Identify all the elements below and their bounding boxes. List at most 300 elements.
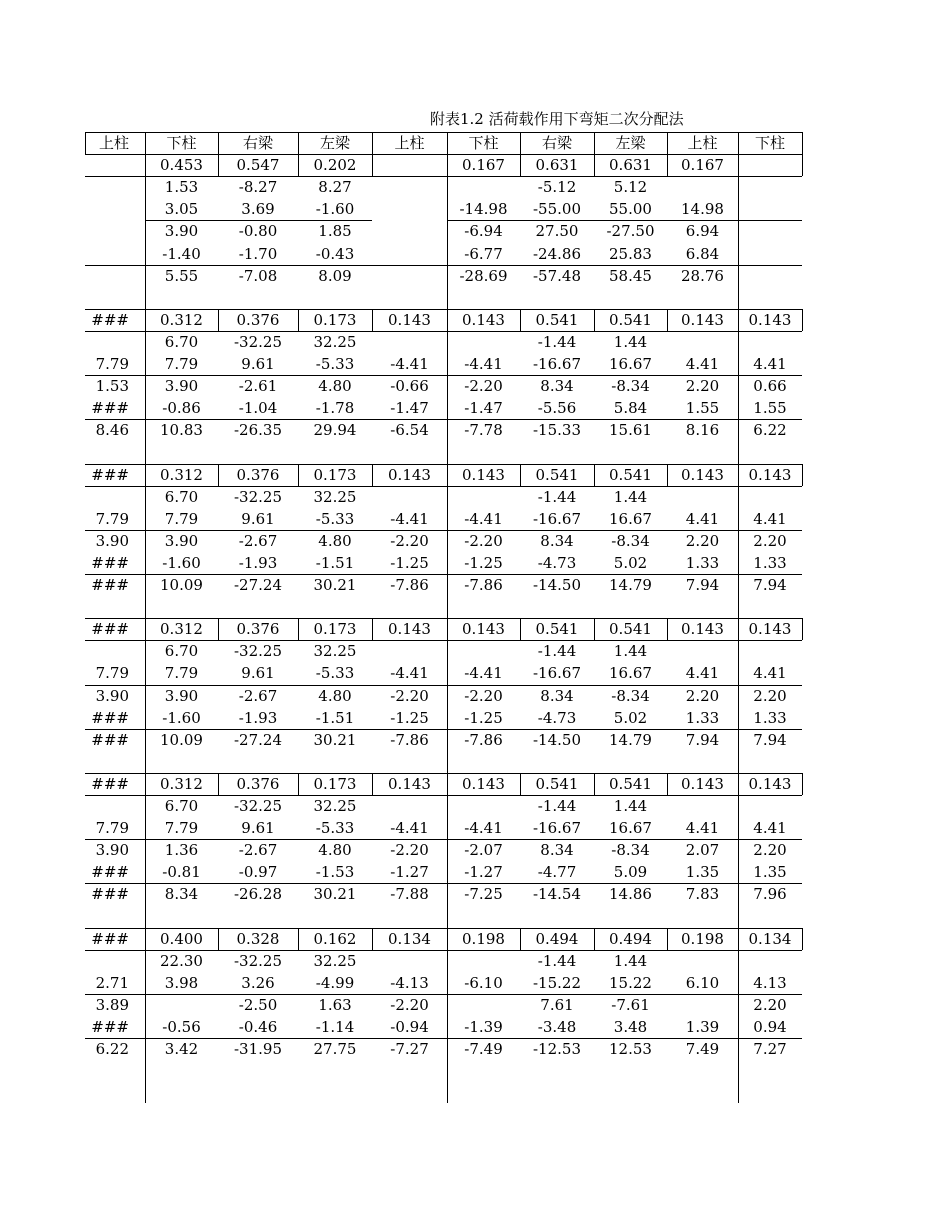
column-divider — [738, 132, 739, 1103]
table-cell: 2.20 — [753, 531, 787, 550]
cell-divider — [520, 309, 521, 331]
table-cell: -27.24 — [233, 730, 282, 749]
header-top-border — [85, 132, 802, 133]
cell-divider — [520, 928, 521, 950]
table-cell: 3.69 — [241, 200, 275, 219]
grid-line — [85, 375, 802, 376]
table-cell: 30.21 — [313, 730, 357, 749]
table-cell: -8.34 — [611, 531, 650, 550]
cell-divider — [520, 154, 521, 176]
cell-divider — [594, 928, 595, 950]
table-cell: 29.94 — [313, 421, 357, 440]
table-cell: -0.43 — [315, 244, 355, 263]
table-cell: 2.20 — [685, 531, 720, 550]
column-divider — [447, 132, 448, 1103]
cell-divider — [218, 618, 219, 640]
header-divider — [372, 132, 373, 154]
table-cell: -1.44 — [537, 797, 577, 815]
table-cell: 25.83 — [609, 244, 652, 263]
table-cell: 6.70 — [164, 487, 199, 506]
table-cell: 0.173 — [313, 310, 357, 329]
table-cell: 4.41 — [685, 355, 720, 373]
table-cell: -4.41 — [390, 664, 429, 683]
table-cell: ### — [91, 708, 129, 727]
table-cell: ### — [91, 399, 129, 418]
table-cell: 0.173 — [313, 465, 357, 484]
table-cell: -14.54 — [532, 885, 581, 904]
table-cell: 0.143 — [462, 310, 505, 329]
cell-divider — [667, 154, 668, 176]
cell-divider — [298, 618, 299, 640]
table-cell: -5.33 — [315, 664, 355, 683]
table-cell: 16.67 — [609, 664, 652, 683]
table-cell: 4.41 — [685, 509, 720, 528]
grid-line — [85, 729, 802, 730]
cell-divider — [520, 773, 521, 795]
table-cell: 7.79 — [95, 819, 129, 838]
table-cell: 30.21 — [313, 885, 357, 904]
table-cell: 5.02 — [613, 553, 648, 572]
table-cell: -14.98 — [459, 200, 508, 219]
table-cell: ### — [91, 576, 129, 594]
grid-line — [145, 220, 372, 221]
table-cell: 0.143 — [388, 465, 431, 484]
grid-line — [85, 795, 802, 796]
table-cell: 10.09 — [160, 730, 203, 749]
table-cell: -7.61 — [611, 995, 650, 1014]
column-header: 左梁 — [319, 134, 350, 152]
cell-divider — [594, 309, 595, 331]
table-cell: -7.49 — [464, 1040, 503, 1059]
table-cell: -55.00 — [532, 200, 581, 219]
table-cell: 0.143 — [388, 620, 431, 639]
cell-divider — [218, 309, 219, 331]
table-cell: 4.80 — [318, 531, 352, 550]
table-cell: -7.86 — [464, 576, 503, 594]
table-cell: 30.21 — [313, 576, 357, 594]
table-cell: 3.26 — [241, 973, 275, 992]
grid-line — [85, 928, 802, 929]
table-cell: -0.86 — [162, 399, 201, 418]
table-cell: 1.36 — [164, 841, 199, 860]
table-cell: 1.55 — [753, 399, 787, 418]
table-cell: -8.27 — [238, 178, 278, 197]
table-cell: 32.25 — [313, 487, 357, 506]
table-cell: 0.66 — [753, 377, 787, 396]
table-cell: -2.67 — [238, 531, 278, 550]
table-cell: 0.143 — [681, 620, 724, 639]
cell-divider — [594, 773, 595, 795]
table-cell: -14.50 — [532, 730, 581, 749]
table-cell: -2.20 — [390, 995, 429, 1014]
table-cell: 3.05 — [164, 200, 199, 219]
table-cell: -1.78 — [315, 399, 355, 418]
table-cell: -1.44 — [537, 642, 577, 661]
column-header: 上柱 — [98, 134, 129, 152]
table-cell: 0.143 — [681, 774, 724, 793]
table-cell: -2.20 — [390, 686, 429, 705]
table-cell: 1.44 — [613, 332, 648, 351]
table-cell: 9.61 — [241, 664, 275, 683]
table-cell: 7.27 — [753, 1040, 787, 1059]
table-cell: 1.55 — [685, 399, 720, 418]
cell-divider — [218, 154, 219, 176]
table-cell: -1.93 — [238, 708, 278, 727]
table-cell: 0.541 — [609, 774, 652, 793]
table-cell: -0.94 — [390, 1018, 429, 1036]
table-cell: -7.88 — [390, 885, 429, 904]
table-cell: ### — [91, 885, 129, 904]
table-cell: -8.34 — [611, 686, 650, 705]
table-cell: 8.34 — [540, 531, 574, 550]
table-cell: ### — [91, 310, 129, 329]
table-cell: 58.45 — [609, 266, 652, 285]
table-cell: 1.39 — [685, 1018, 720, 1036]
table-cell: ### — [91, 553, 129, 572]
table-cell: 3.90 — [164, 222, 199, 241]
table-cell: 3.42 — [164, 1040, 199, 1059]
table-cell: -27.50 — [606, 222, 655, 241]
table-cell: -2.20 — [464, 686, 503, 705]
table-cell: 0.143 — [681, 310, 724, 329]
table-cell: 3.90 — [95, 841, 129, 860]
table-cell: 4.41 — [753, 664, 787, 683]
table-cell: 0.328 — [236, 929, 280, 948]
table-cell: -4.41 — [464, 819, 503, 838]
table-cell: -0.97 — [238, 863, 278, 882]
cell-divider — [298, 309, 299, 331]
cell-divider — [802, 154, 803, 176]
cell-divider — [667, 309, 668, 331]
table-cell: -1.47 — [390, 399, 429, 418]
table-cell: 4.80 — [318, 841, 352, 860]
cell-divider — [667, 464, 668, 486]
table-cell: 1.53 — [95, 377, 129, 396]
cell-divider — [298, 928, 299, 950]
column-divider — [145, 132, 146, 1103]
grid-line — [85, 1038, 802, 1039]
table-cell: -7.86 — [464, 730, 503, 749]
table-cell: 0.143 — [388, 310, 431, 329]
table-cell: 6.94 — [685, 222, 720, 241]
table-cell: 0.134 — [388, 929, 431, 948]
table-cell: -1.04 — [238, 399, 278, 418]
table-cell: 0.312 — [160, 465, 203, 484]
column-header: 左梁 — [615, 134, 646, 152]
table-cell: 9.61 — [241, 509, 275, 528]
table-cell: 0.631 — [609, 156, 652, 175]
table-cell: -1.47 — [464, 399, 503, 418]
table-cell: -2.67 — [238, 686, 278, 705]
table-cell: 5.02 — [613, 708, 648, 727]
table-cell: -1.27 — [464, 863, 503, 882]
table-cell: 0.376 — [236, 774, 280, 793]
table-cell: 8.34 — [540, 841, 574, 860]
grid-line — [85, 994, 802, 995]
table-cell: -1.25 — [464, 708, 503, 727]
grid-line — [85, 883, 802, 884]
table-cell: -4.73 — [537, 553, 577, 572]
table-cell: 0.631 — [535, 156, 579, 175]
table-cell: -4.13 — [390, 973, 429, 992]
table-cell: 10.83 — [160, 421, 203, 440]
table-cell: -0.46 — [238, 1018, 278, 1036]
grid-line — [85, 773, 802, 774]
table-cell: -4.41 — [464, 355, 503, 373]
table-cell: -4.73 — [537, 708, 577, 727]
table-cell: 0.143 — [748, 310, 792, 329]
table-cell: -0.56 — [162, 1018, 201, 1036]
table-cell: 0.541 — [535, 310, 579, 329]
cell-divider — [372, 928, 373, 950]
grid-line — [85, 331, 802, 332]
table-cell: 6.84 — [685, 244, 720, 263]
table-cell: 5.12 — [613, 178, 648, 197]
grid-line — [85, 464, 802, 465]
table-cell: -7.27 — [390, 1040, 429, 1059]
table-cell: 5.84 — [613, 399, 648, 418]
table-cell: 0.400 — [160, 929, 203, 948]
table-cell: 7.94 — [685, 576, 720, 594]
table-cell: 4.41 — [753, 819, 787, 838]
table-cell: 0.143 — [462, 465, 505, 484]
grid-line — [85, 176, 802, 177]
table-cell: 4.80 — [318, 686, 352, 705]
table-cell: -4.41 — [464, 664, 503, 683]
table-cell: 0.312 — [160, 774, 203, 793]
table-cell: -3.48 — [537, 1018, 577, 1036]
table-cell: 16.67 — [609, 819, 652, 838]
table-cell: -0.80 — [238, 222, 278, 241]
table-cell: 1.44 — [613, 642, 648, 661]
table-cell: -8.34 — [611, 377, 650, 396]
cell-divider — [802, 773, 803, 795]
table-cell: 3.90 — [95, 686, 129, 705]
table-cell: -1.39 — [464, 1018, 503, 1036]
table-cell: 4.41 — [753, 355, 787, 373]
table-cell: 1.33 — [685, 708, 720, 727]
table-cell: -2.20 — [390, 841, 429, 860]
table-cell: 0.143 — [681, 465, 724, 484]
table-cell: -1.53 — [315, 863, 355, 882]
table-cell: -15.22 — [532, 973, 581, 992]
table-cell: 0.453 — [160, 156, 203, 175]
table-cell: 2.07 — [685, 841, 720, 860]
table-cell: 16.67 — [609, 509, 652, 528]
table-cell: -15.33 — [532, 421, 581, 440]
table-cell: 7.79 — [95, 664, 129, 683]
header-divider — [85, 132, 86, 154]
table-cell: -1.60 — [162, 553, 201, 572]
table-cell: 0.541 — [609, 310, 652, 329]
table-cell: -0.66 — [390, 377, 429, 396]
header-divider — [667, 132, 668, 154]
table-cell: -7.86 — [390, 730, 429, 749]
table-cell: 5.09 — [613, 863, 648, 882]
grid-line — [447, 220, 802, 221]
table-cell: 7.49 — [685, 1040, 720, 1059]
header-divider — [520, 132, 521, 154]
table-cell: 0.143 — [462, 620, 505, 639]
header-divider — [218, 132, 219, 154]
table-cell: -1.60 — [315, 200, 355, 219]
table-cell: 5.55 — [164, 266, 199, 285]
table-cell: 6.22 — [753, 421, 787, 440]
table-cell: -1.60 — [162, 708, 201, 727]
cell-divider — [667, 773, 668, 795]
grid-line — [85, 419, 802, 420]
table-cell: 0.198 — [681, 929, 724, 948]
column-header: 下柱 — [754, 134, 785, 152]
table-cell: -26.35 — [233, 421, 282, 440]
table-cell: -6.10 — [464, 973, 503, 992]
cell-divider — [594, 618, 595, 640]
table-cell: 8.09 — [318, 266, 352, 285]
table-cell: -1.25 — [390, 708, 429, 727]
table-cell: 10.09 — [160, 576, 203, 594]
table-cell: 0.94 — [753, 1018, 787, 1036]
cell-divider — [372, 464, 373, 486]
table-cell: -7.86 — [390, 576, 429, 594]
table-cell: 1.33 — [753, 553, 787, 572]
table-cell: 7.79 — [164, 509, 199, 528]
table-cell: 1.85 — [318, 222, 352, 241]
table-cell: -4.77 — [537, 863, 577, 882]
table-cell: -2.50 — [238, 995, 278, 1014]
table-cell: 0.541 — [535, 774, 579, 793]
table-cell: -1.25 — [390, 553, 429, 572]
table-title: 附表1.2 活荷载作用下弯矩二次分配法 — [430, 110, 684, 128]
table-cell: -6.94 — [464, 222, 503, 241]
table-cell: -1.27 — [390, 863, 429, 882]
table-cell: -0.81 — [162, 863, 201, 882]
table-cell: -32.25 — [233, 951, 282, 970]
table-cell: ### — [91, 774, 129, 793]
table-cell: 32.25 — [313, 951, 357, 970]
cell-divider — [218, 928, 219, 950]
table-cell: 0.143 — [748, 620, 792, 639]
table-cell: -6.54 — [390, 421, 429, 440]
cell-divider — [520, 618, 521, 640]
table-cell: -1.70 — [238, 244, 278, 263]
table-cell: 1.35 — [753, 863, 787, 882]
table-cell: 6.70 — [164, 797, 199, 815]
table-cell: 15.22 — [609, 973, 652, 992]
cell-divider — [594, 154, 595, 176]
table-cell: 1.44 — [613, 951, 648, 970]
table-cell: 3.48 — [613, 1018, 648, 1036]
table-cell: 1.63 — [318, 995, 352, 1014]
table-cell: 8.34 — [164, 885, 199, 904]
table-cell: 3.89 — [95, 995, 129, 1014]
table-cell: -6.77 — [464, 244, 503, 263]
table-cell: -1.40 — [162, 244, 201, 263]
table-cell: 7.83 — [685, 885, 720, 904]
column-header: 上柱 — [687, 134, 718, 152]
table-cell: ### — [91, 465, 129, 484]
table-cell: -12.53 — [532, 1040, 581, 1059]
table-cell: -32.25 — [233, 642, 282, 661]
table-cell: -31.95 — [233, 1040, 282, 1059]
table-cell: -24.86 — [532, 244, 581, 263]
cell-divider — [298, 773, 299, 795]
table-cell: 7.79 — [164, 819, 199, 838]
table-cell: 0.541 — [535, 620, 579, 639]
table-cell: 0.143 — [388, 774, 431, 793]
cell-divider — [298, 464, 299, 486]
table-cell: 12.53 — [609, 1040, 652, 1059]
table-cell: -5.56 — [537, 399, 577, 418]
table-cell: -32.25 — [233, 487, 282, 506]
table-cell: 0.202 — [313, 156, 357, 175]
table-cell: 14.86 — [609, 885, 652, 904]
cell-divider — [218, 464, 219, 486]
table-cell: 14.79 — [609, 730, 652, 749]
table-cell: -4.41 — [464, 509, 503, 528]
table-cell: 32.25 — [313, 642, 357, 661]
grid-line — [85, 574, 802, 575]
cell-divider — [802, 309, 803, 331]
grid-line — [85, 265, 802, 266]
table-cell: 32.25 — [313, 332, 357, 351]
table-cell: 7.61 — [540, 995, 574, 1014]
table-cell: ### — [91, 620, 129, 639]
table-cell: 0.494 — [535, 929, 579, 948]
table-cell: 1.33 — [685, 553, 720, 572]
table-cell: 2.20 — [685, 377, 720, 396]
table-cell: 9.61 — [241, 355, 275, 373]
grid-line — [85, 486, 802, 487]
cell-divider — [372, 309, 373, 331]
table-cell: 0.167 — [681, 156, 724, 175]
table-cell: 14.79 — [609, 576, 652, 594]
table-cell: 6.10 — [685, 973, 720, 992]
table-cell: 9.61 — [241, 819, 275, 838]
table-cell: -1.93 — [238, 553, 278, 572]
table-cell: 0.541 — [609, 465, 652, 484]
table-cell: 0.162 — [313, 929, 357, 948]
table-cell: -4.41 — [390, 819, 429, 838]
table-cell: 6.70 — [164, 642, 199, 661]
table-cell: 3.90 — [164, 531, 199, 550]
table-cell: 16.67 — [609, 355, 652, 373]
cell-divider — [520, 464, 521, 486]
table-cell: 0.143 — [462, 774, 505, 793]
table-cell: 7.94 — [753, 730, 787, 749]
table-cell: 2.20 — [753, 995, 787, 1014]
column-header: 下柱 — [468, 134, 499, 152]
table-cell: 0.541 — [609, 620, 652, 639]
cell-divider — [802, 928, 803, 950]
cell-divider — [218, 773, 219, 795]
table-cell: 1.44 — [613, 797, 648, 815]
column-header: 右梁 — [541, 134, 572, 152]
table-cell: 0.312 — [160, 310, 203, 329]
table-cell: 22.30 — [160, 951, 203, 970]
table-cell: -1.44 — [537, 487, 577, 506]
table-cell: 0.312 — [160, 620, 203, 639]
table-cell: -7.08 — [238, 266, 278, 285]
table-cell: 0.376 — [236, 620, 280, 639]
table-cell: -5.33 — [315, 509, 355, 528]
cell-divider — [372, 618, 373, 640]
table-cell: 0.143 — [748, 465, 792, 484]
cell-divider — [372, 154, 373, 176]
table-cell: 7.94 — [753, 576, 787, 594]
table-cell: -2.61 — [238, 377, 278, 396]
table-cell: 27.50 — [535, 222, 579, 241]
column-header: 右梁 — [242, 134, 273, 152]
